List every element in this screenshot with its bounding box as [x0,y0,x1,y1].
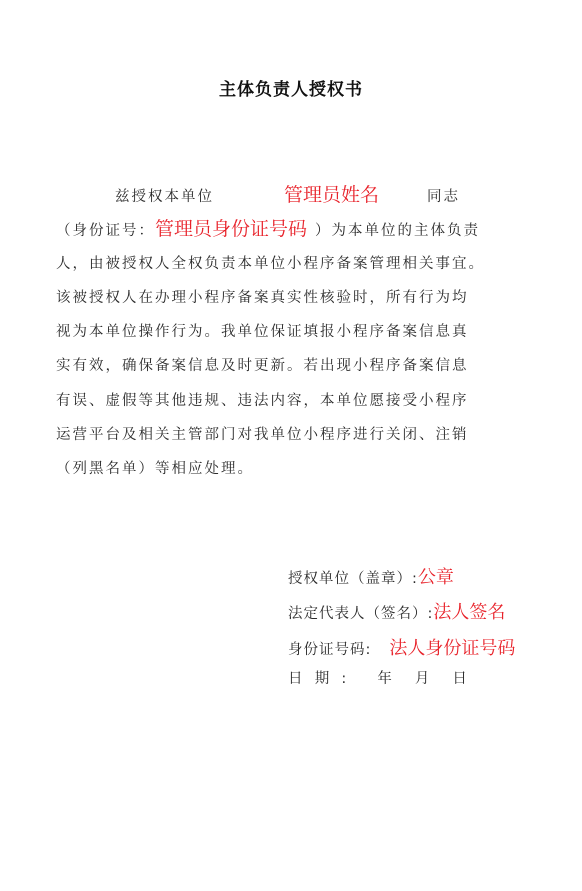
body-line-3: 人，由被授权人全权负责本单位小程序备案管理相关事宜。 [56,256,485,272]
body-line-8: 运营平台及相关主管部门对我单位小程序进行关闭、注销 [56,427,469,443]
date-month: 月 [414,671,431,687]
body-line-7: 有误、虚假等其他违规、违法内容，本单位愿接受小程序 [56,393,469,409]
official-seal-placeholder: 公章 [417,567,454,588]
legal-rep-signature-placeholder: 法人签名 [433,602,506,623]
signature-date-row [288,667,468,688]
admin-id-placeholder: 管理员身份证号码 [155,218,308,240]
body-line-2-open: （身份证号： [56,223,155,239]
signature-rep-label: 法定代表人（签名）: [288,606,434,622]
body-line-4: 该被授权人在办理小程序备案真实性核验时，所有行为均 [56,290,469,306]
body-line-2 [56,214,480,241]
signature-id-label: 身份证号码: [288,642,372,658]
date-label: 日 期 : [288,671,348,687]
date-day: 日 [452,671,468,687]
signature-unit-row [288,563,454,589]
admin-name-placeholder: 管理员姓名 [284,184,380,206]
body-line-5: 视为本单位操作行为。我单位保证填报小程序备案信息真 [56,324,469,340]
body-line-6: 实有效，确保备案信息及时更新。若出现小程序备案信息 [56,358,469,374]
legal-rep-id-placeholder: 法人身份证号码 [389,638,516,659]
body-line-1 [115,180,460,207]
signature-id-row [288,634,515,660]
signature-unit-label: 授权单位（盖章）: [288,571,418,587]
body-line-1-suffix: 同志 [427,189,461,205]
body-line-9: （列黑名单）等相应处理。 [56,461,254,477]
body-line-2-close: ）为本单位的主体负责 [315,223,481,239]
document-title: 主体负责人授权书 [219,80,363,100]
body-line-1-prefix: 兹授权本单位 [115,189,214,205]
date-year: 年 [377,671,393,687]
signature-rep-row [288,598,505,624]
